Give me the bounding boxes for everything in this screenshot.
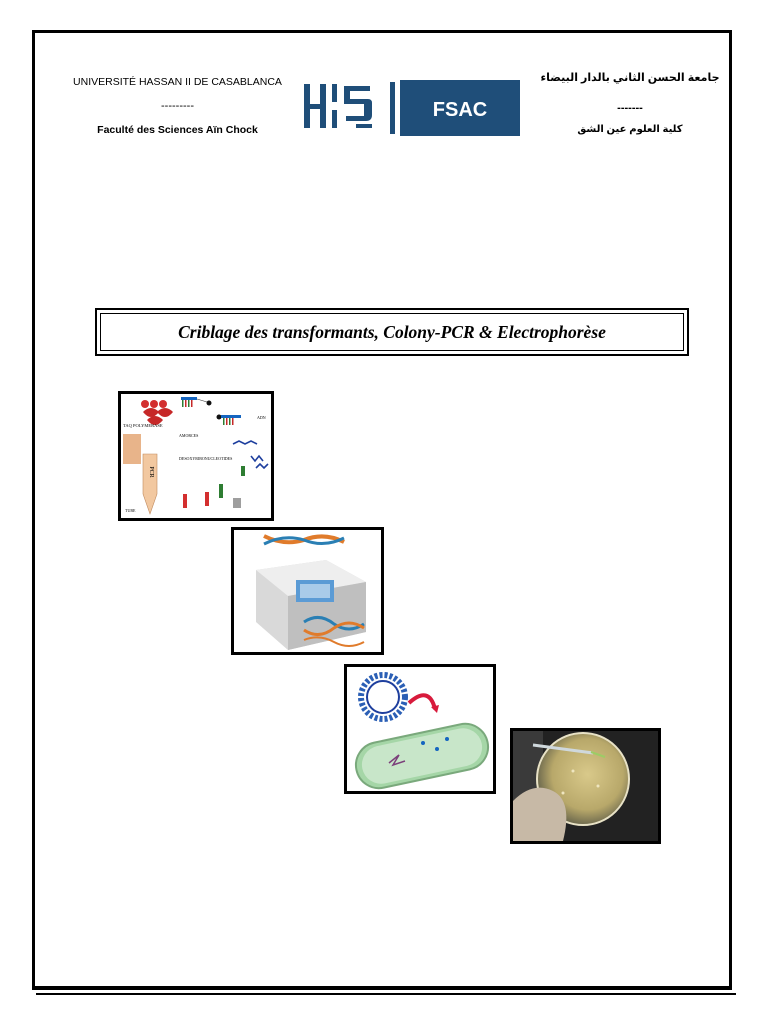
faculty-name-ar: كلية العلوم عين الشق xyxy=(577,124,683,135)
thermocycler-image xyxy=(231,527,384,655)
colony-picking-illustration xyxy=(513,731,658,841)
svg-text:PCR: PCR xyxy=(148,466,154,478)
svg-text:TUBE: TUBE xyxy=(125,508,136,513)
thermocycler-illustration xyxy=(234,530,381,652)
svg-text:DESOXYRIBONUCLEOTIDES: DESOXYRIBONUCLEOTIDES xyxy=(179,456,233,461)
pcr-diagram-illustration xyxy=(121,394,271,518)
faculty-name-fr: Faculté des Sciences Aïn Chock xyxy=(97,124,258,136)
colony-picking-photo xyxy=(510,728,661,844)
separator-left: --------- xyxy=(161,100,194,112)
bacterium-plasmid-illustration xyxy=(347,667,493,791)
page-border-underline xyxy=(36,993,736,995)
pcr-diagram-image xyxy=(118,391,274,521)
bacterium-plasmid-image xyxy=(344,664,496,794)
title-box xyxy=(95,308,689,356)
university-name-fr: UNIVERSITÉ HASSAN II DE CASABLANCA xyxy=(73,76,282,88)
university-name-ar: جامعة الحسن الثاني بالدار البيضاء xyxy=(540,72,720,84)
svg-text:TAQ POLYMERASE: TAQ POLYMERASE xyxy=(123,423,163,428)
header-left xyxy=(70,75,285,137)
svg-text:AMORCES: AMORCES xyxy=(179,433,199,438)
separator-right: ------- xyxy=(617,102,643,114)
header-right xyxy=(535,70,725,138)
university-logo xyxy=(304,80,520,136)
svg-text:ADN: ADN xyxy=(257,415,266,420)
document-title: Criblage des transformants, Colony-PCR & Electrophorèse xyxy=(100,313,684,351)
logo-text: FSAC xyxy=(432,99,488,121)
